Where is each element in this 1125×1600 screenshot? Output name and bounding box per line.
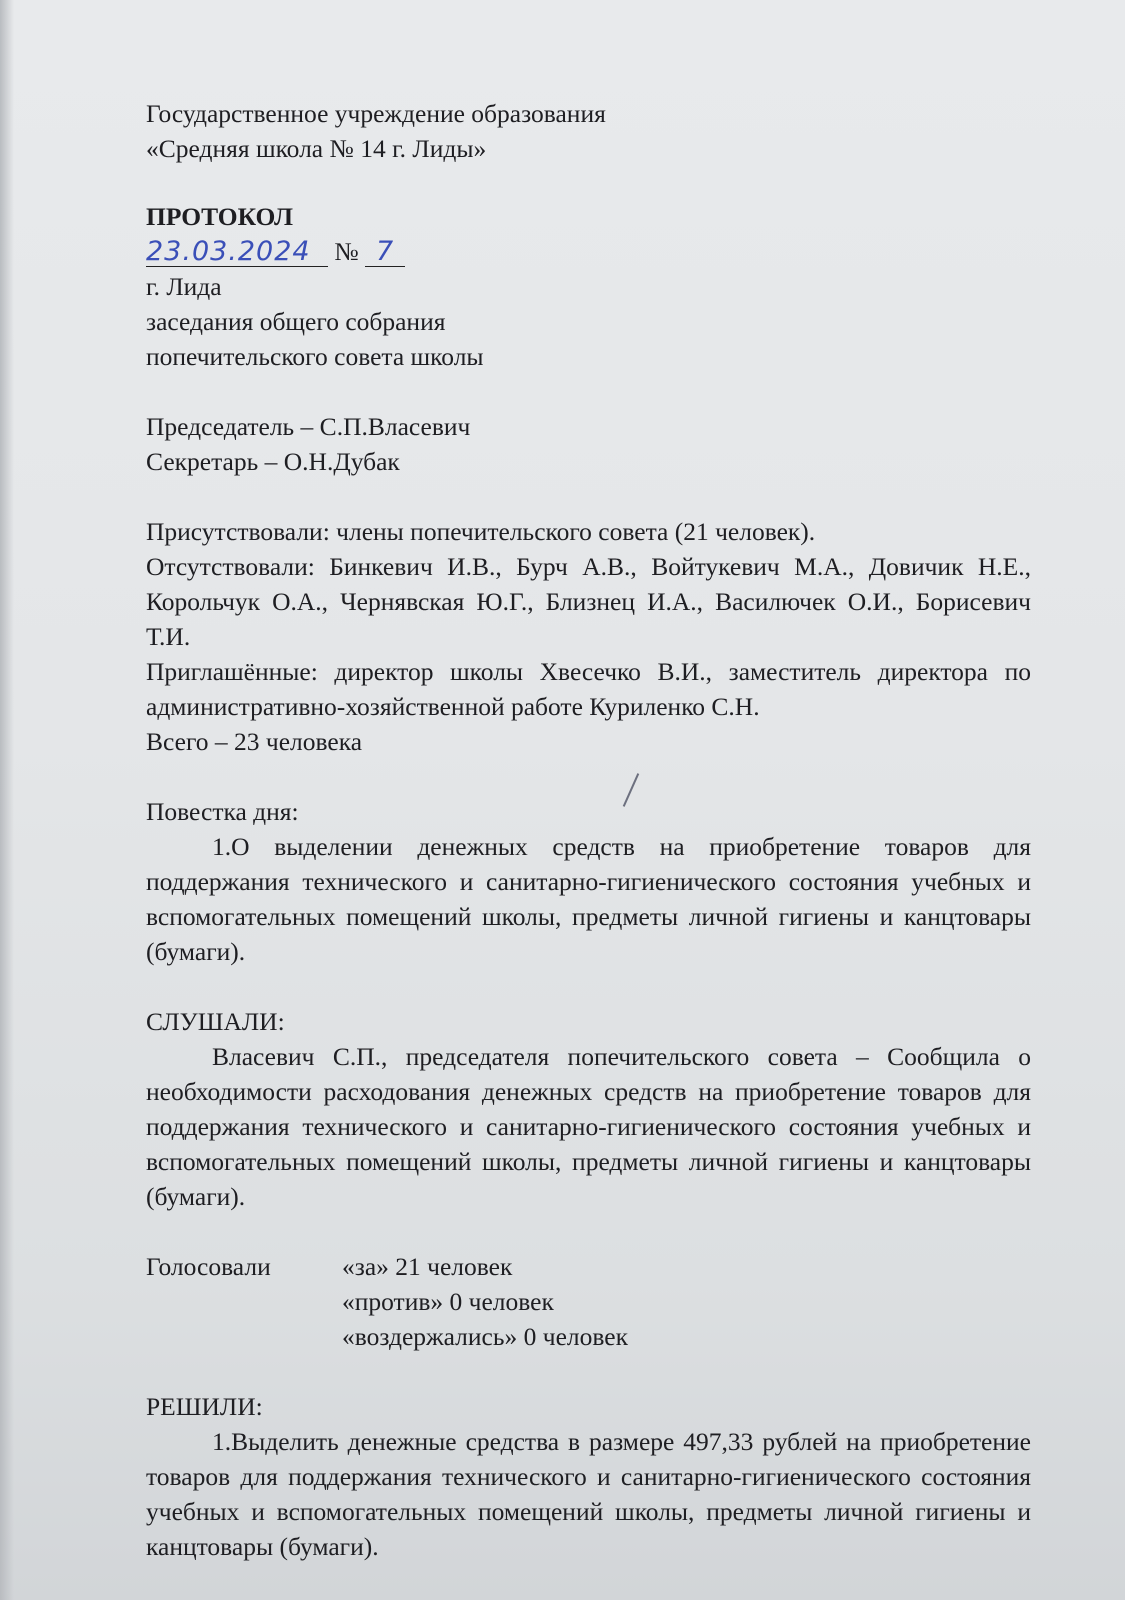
absent-members: Отсутствовали: Бинкевич И.В., Бурч А.В., Войтукевич М.А., Довичик Н.Е., Корольчук О.А., Чернявская Ю.Г., Близнец И.А., Василючек О.И., Борисевич Т.И. bbox=[146, 552, 1031, 651]
date-number-line bbox=[146, 234, 1031, 269]
heard-text: Власевич С.П., председателя попечительского совета – Сообщила о необходимости расходования денежных средств на приобретение товаров для поддержания технического и санитарно-гигиенического состояния учебных и вспомогательных помещений школы, предметы личной гигиены и канцтовары (бумаги). bbox=[146, 1042, 1031, 1211]
voting-results bbox=[342, 1249, 628, 1354]
protocol-title: ПРОТОКОЛ bbox=[146, 202, 294, 231]
subject-line-2: попечительского совета школы bbox=[146, 342, 484, 371]
vote-for: «за» 21 человек bbox=[342, 1252, 513, 1281]
voting-label: Голосовали bbox=[146, 1252, 271, 1281]
decision-item: 1.Выделить денежные средства в размере 497,33 рублей на приобретение товаров для поддержания технического и санитарно-гигиенического состояния учебных и вспомогательных помещений школы, предметы личной гигиены и канцтовары (бумаги). bbox=[146, 1427, 1031, 1561]
handwritten-number: 7 bbox=[376, 236, 395, 267]
secretary: Секретарь – О.Н.Дубак bbox=[146, 447, 400, 476]
chair: Председатель – С.П.Власевич bbox=[146, 412, 471, 441]
voting-block bbox=[146, 1249, 1031, 1354]
agenda-item: 1.О выделении денежных средств на приобретение товаров для поддержания технического и санитарно-гигиенического состояния учебных и вспомогательных помещений школы, предметы личной гигиены и канцтовары (бумаги). bbox=[146, 832, 1031, 966]
date-field bbox=[146, 236, 328, 267]
invited-guests: Приглашённые: директор школы Хвесечко В.И., заместитель директора по административно-хозяйственной работе Куриленко С.Н. bbox=[146, 657, 1031, 721]
vote-against: «против» 0 человек bbox=[342, 1287, 554, 1316]
decided-heading: РЕШИЛИ: bbox=[146, 1392, 263, 1421]
vote-abstained: «воздержались» 0 человек bbox=[342, 1322, 628, 1351]
handwritten-date: 23.03.2024 bbox=[146, 236, 311, 267]
subject-line-1: заседания общего собрания bbox=[146, 307, 446, 336]
heard-heading: СЛУШАЛИ: bbox=[146, 1007, 285, 1036]
institution-line-2: «Средняя школа № 14 г. Лиды» bbox=[146, 134, 487, 163]
protocol-body bbox=[146, 96, 1031, 1564]
total-attendance: Всего – 23 человека bbox=[146, 727, 363, 756]
number-field bbox=[365, 236, 405, 267]
page-edge-shadow bbox=[0, 0, 14, 1600]
number-sign: № bbox=[334, 237, 359, 266]
present-members: Присутствовали: члены попечительского совета (21 человек). bbox=[146, 517, 816, 546]
agenda-heading: Повестка дня: bbox=[146, 797, 299, 826]
city: г. Лида bbox=[146, 272, 222, 301]
institution-line-1: Государственное учреждение образования bbox=[146, 99, 606, 128]
